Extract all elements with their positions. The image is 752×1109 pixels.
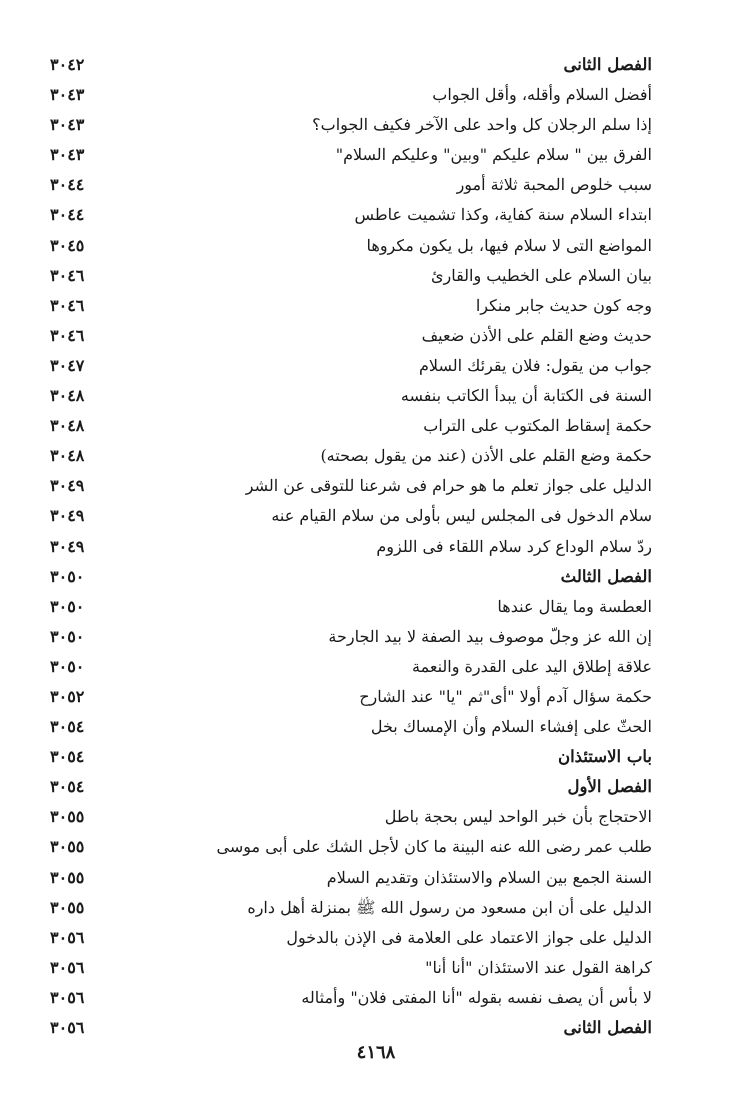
toc-entry-title: حديث وضع القلم على الأذن ضعيف bbox=[421, 325, 652, 345]
toc-entry-page: ٣٠٤٤ bbox=[50, 205, 85, 225]
toc-entry-title: جواب من يقول: فلان يقرئك السلام bbox=[419, 355, 652, 375]
toc-entry-title: الدليل على جواز تعلم ما هو حرام فى شرعنا للتوقى عن الشر bbox=[245, 476, 652, 496]
toc-entry-title: بيان السلام على الخطيب والقارئ bbox=[430, 265, 652, 285]
toc-entry-title: الدليل على أن ابن مسعود من رسول الله ﷺ بمنزلة أهل داره bbox=[247, 897, 652, 917]
toc-entry-page: ٣٠٥٥ bbox=[50, 837, 85, 857]
toc-entry-page: ٣٠٤٦ bbox=[50, 325, 85, 345]
toc-entry-title: أفضل السلام وأقله، وأقل الجواب bbox=[432, 85, 652, 105]
toc-entry-page: ٣٠٥٦ bbox=[50, 957, 85, 977]
toc-heading bbox=[50, 772, 652, 802]
toc-entry bbox=[50, 532, 652, 562]
toc-entry bbox=[50, 291, 652, 321]
toc-entry-page: ٣٠٤٥ bbox=[50, 235, 85, 255]
toc-entry bbox=[50, 321, 652, 351]
toc-entry-page: ٣٠٥٤ bbox=[50, 717, 85, 737]
toc-entry-page: ٣٠٤٦ bbox=[50, 295, 85, 315]
toc-entry bbox=[50, 682, 652, 712]
toc-entry-title: طلب عمر رضى الله عنه البينة ما كان لأجل الشك على أبى موسى bbox=[216, 837, 652, 857]
toc-entry-title: كراهة القول عند الاستئذان "أنا أنا" bbox=[425, 957, 652, 977]
toc-entry-title: الفرق بين " سلام عليكم "وبين" وعليكم السلام" bbox=[335, 145, 652, 165]
toc-entry-page: ٣٠٥٠ bbox=[50, 656, 85, 676]
toc-entry bbox=[50, 501, 652, 531]
toc-entry bbox=[50, 471, 652, 501]
toc-entry bbox=[50, 893, 652, 923]
toc-entry-page: ٣٠٥٤ bbox=[50, 747, 85, 767]
toc-entry-title: سلام الدخول فى المجلس ليس بأولى من سلام القيام عنه bbox=[271, 506, 652, 526]
toc-entry bbox=[50, 622, 652, 652]
toc-entry-title: إذا سلم الرجلان كل واحد على الآخر فكيف الجواب؟ bbox=[312, 115, 652, 135]
toc-entry-page: ٣٠٤٢ bbox=[50, 55, 85, 74]
toc-heading bbox=[50, 50, 652, 80]
toc-entry-page: ٣٠٥٦ bbox=[50, 927, 85, 947]
toc-entry bbox=[50, 832, 652, 862]
toc-entry-title: علاقة إطلاق اليد على القدرة والنعمة bbox=[412, 656, 652, 676]
toc-entry-page: ٣٠٥٥ bbox=[50, 897, 85, 917]
toc-entry-title: حكمة سؤال آدم أولا "أى"ثم "يا" عند الشارح bbox=[359, 686, 652, 706]
table-of-contents bbox=[50, 50, 652, 1043]
toc-entry-page: ٣٠٤٩ bbox=[50, 506, 85, 526]
toc-entry-title: الاحتجاج بأن خبر الواحد ليس بحجة باطل bbox=[384, 807, 652, 827]
toc-entry-page: ٣٠٤٦ bbox=[50, 265, 85, 285]
toc-entry bbox=[50, 802, 652, 832]
toc-entry bbox=[50, 592, 652, 622]
toc-entry bbox=[50, 411, 652, 441]
toc-entry-page: ٣٠٤٤ bbox=[50, 175, 85, 195]
toc-entry-title: الفصل الثالث bbox=[560, 566, 652, 586]
toc-entry bbox=[50, 441, 652, 471]
toc-entry bbox=[50, 80, 652, 110]
toc-entry-title: المواضع التى لا سلام فيها، بل يكون مكروها bbox=[366, 235, 652, 255]
toc-entry-page: ٣٠٥٥ bbox=[50, 867, 85, 887]
toc-entry-title: الفصل الثانى bbox=[563, 1018, 652, 1037]
toc-entry bbox=[50, 170, 652, 200]
toc-entry bbox=[50, 863, 652, 893]
toc-entry-title: حكمة إسقاط المكتوب على التراب bbox=[423, 416, 652, 436]
toc-heading bbox=[50, 1013, 652, 1043]
toc-entry-page: ٣٠٤٣ bbox=[50, 145, 85, 165]
toc-entry-page: ٣٠٤٨ bbox=[50, 416, 85, 436]
toc-entry-title: سبب خلوص المحبة ثلاثة أمور bbox=[456, 175, 652, 195]
toc-entry bbox=[50, 200, 652, 230]
toc-entry bbox=[50, 652, 652, 682]
toc-entry bbox=[50, 923, 652, 953]
toc-entry-title: الدليل على جواز الاعتماد على العلامة فى الإذن بالدخول bbox=[286, 927, 652, 947]
toc-entry-title: إن الله عز وجلّ موصوف بيد الصفة لا بيد الجارحة bbox=[328, 626, 652, 646]
toc-entry-title: الفصل الأول bbox=[567, 777, 652, 797]
toc-entry-page: ٣٠٥٤ bbox=[50, 777, 85, 797]
toc-entry bbox=[50, 712, 652, 742]
toc-entry bbox=[50, 953, 652, 983]
toc-entry-title: السنة فى الكتابة أن يبدأ الكاتب بنفسه bbox=[400, 386, 652, 406]
toc-entry-title: الفصل الثانى bbox=[563, 55, 652, 74]
toc-entry-title: حكمة وضع القلم على الأذن (عند من يقول بصحته) bbox=[320, 446, 652, 466]
toc-entry-page: ٣٠٤٨ bbox=[50, 386, 85, 406]
toc-entry-title: السنة الجمع بين السلام والاستئذان وتقديم السلام bbox=[326, 867, 652, 887]
toc-heading bbox=[50, 562, 652, 592]
toc-entry-page: ٣٠٥٢ bbox=[50, 686, 85, 706]
page-number: ٤١٦٨ bbox=[356, 1042, 396, 1063]
toc-entry-page: ٣٠٥٦ bbox=[50, 987, 85, 1007]
toc-entry-page: ٣٠٥٦ bbox=[50, 1018, 85, 1037]
toc-entry-page: ٣٠٥٠ bbox=[50, 566, 85, 586]
toc-entry-title: ابتداء السلام سنة كفاية، وكذا تشميت عاطس bbox=[354, 205, 652, 225]
toc-entry bbox=[50, 983, 652, 1013]
toc-entry-title: باب الاستئذان bbox=[557, 747, 652, 767]
toc-entry-title: الحثّ على إفشاء السلام وأن الإمساك بخل bbox=[370, 717, 652, 737]
toc-entry-title: لا بأس أن يصف نفسه بقوله "أنا المفتى فلان" وأمثاله bbox=[301, 987, 652, 1007]
toc-entry-title: وجه كون حديث جابر منكرا bbox=[475, 295, 652, 315]
toc-entry-page: ٣٠٤٩ bbox=[50, 476, 85, 496]
toc-entry bbox=[50, 140, 652, 170]
toc-entry-page: ٣٠٥٠ bbox=[50, 626, 85, 646]
toc-entry bbox=[50, 231, 652, 261]
toc-entry bbox=[50, 261, 652, 291]
toc-entry-page: ٣٠٥٥ bbox=[50, 807, 85, 827]
toc-entry-page: ٣٠٥٠ bbox=[50, 596, 85, 616]
toc-heading bbox=[50, 742, 652, 772]
toc-entry bbox=[50, 351, 652, 381]
toc-entry-page: ٣٠٤٧ bbox=[50, 355, 85, 375]
toc-entry bbox=[50, 381, 652, 411]
toc-entry-title: العطسة وما يقال عندها bbox=[497, 596, 652, 616]
toc-entry-page: ٣٠٤٣ bbox=[50, 85, 85, 105]
toc-entry-page: ٣٠٤٨ bbox=[50, 446, 85, 466]
toc-entry-page: ٣٠٤٣ bbox=[50, 115, 85, 135]
toc-entry bbox=[50, 110, 652, 140]
toc-entry-page: ٣٠٤٩ bbox=[50, 536, 85, 556]
toc-entry-title: ردّ سلام الوداع كرد سلام اللقاء فى اللزوم bbox=[376, 536, 652, 556]
